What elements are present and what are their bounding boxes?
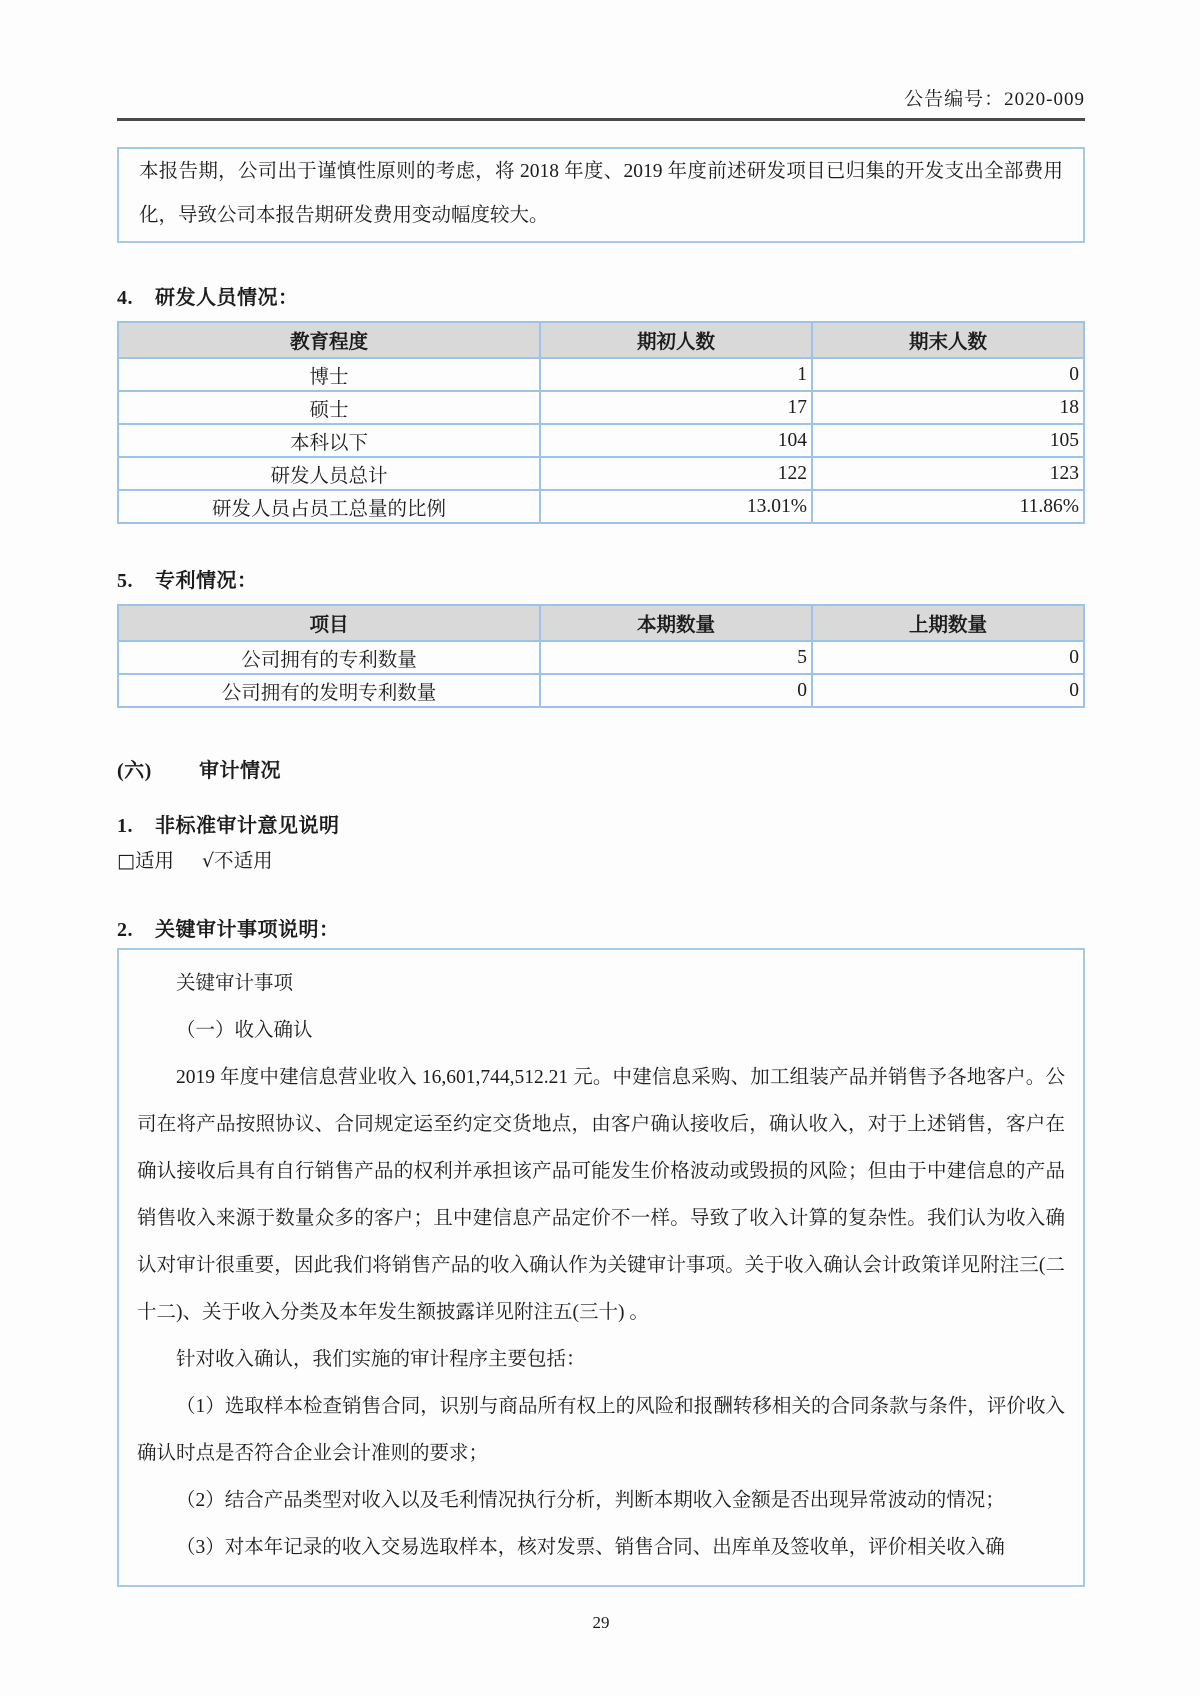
audit-paragraph: 关键审计事项 <box>176 973 294 994</box>
section-number: 2. <box>117 919 133 941</box>
section-title: 审计情况 <box>199 760 281 782</box>
key-audit-matters-box <box>117 948 1085 1587</box>
checkbox-empty-icon: □ <box>117 850 135 872</box>
value-cell: 123 <box>812 457 1084 490</box>
column-header: 项目 <box>118 605 540 641</box>
page-number-value: 29 <box>592 1613 610 1632</box>
section-heading-patent <box>117 564 1085 593</box>
header-row <box>118 605 1084 641</box>
column-header: 上期数量 <box>812 605 1084 641</box>
column-header: 本期数量 <box>540 605 812 641</box>
section-title: 研发人员情况： <box>155 287 299 309</box>
notice-text: 本报告期，公司出于谨慎性原则的考虑，将 2018 年度、2019 年度前述研发项目已归集的开发支出全部费用化，导致公司本报告期研发费用变动幅度较大。 <box>139 161 1063 226</box>
value-cell: 104 <box>540 424 812 457</box>
value-cell: 105 <box>812 424 1084 457</box>
section-title: 非标准审计意见说明 <box>155 815 340 837</box>
table-row <box>118 490 1084 523</box>
value-cell: 122 <box>540 457 812 490</box>
value-cell: 0 <box>812 674 1084 707</box>
value-cell: 1 <box>540 358 812 391</box>
column-header: 期末人数 <box>812 322 1084 358</box>
patent-table <box>117 604 1085 708</box>
audit-paragraph: 2019 年度中建信息营业收入 16,601,744,512.21 元。中建信息采购、加工组装产品并销售予各地客户。公司在将产品按照协议、合同规定运至约定交货地点，由客户确认接收后，确认收入，对于上述销售，客户在确认接收后具有自行销售产品的权利并承担该产品可能发生价格波动或毁损的风险；但由于中建信息的产品销售收入来源于数量众多的客户；且中建信息产品定价不一样。导致了收入计算的复杂性。我们认为收入确认对审计很重要，因此我们将销售产品的收入确认作为关键审计事项。关于收入确认会计政策详见附注三(二十二)、关于收入分类及本年发生额披露详见附注五(三十) 。 <box>137 1067 1065 1323</box>
row-label-cell: 公司拥有的专利数量 <box>118 641 540 674</box>
value-cell: 18 <box>812 391 1084 424</box>
audit-paragraph: （2）结合产品类型对收入以及毛利情况执行分析，判断本期收入金额是否出现异常波动的情况； <box>176 1490 1005 1511</box>
table-row <box>118 358 1084 391</box>
applicability-options <box>117 845 1085 873</box>
value-cell: 0 <box>812 641 1084 674</box>
table-row <box>118 641 1084 674</box>
check-mark-icon: √ <box>201 850 215 872</box>
option-not-applicable <box>202 851 273 872</box>
audit-paragraph: （一）收入确认 <box>176 1020 313 1041</box>
table-row <box>118 457 1084 490</box>
section-title: 专利情况： <box>155 570 258 592</box>
page-number <box>117 1613 1085 1633</box>
table-row <box>118 391 1084 424</box>
audit-paragraph: （3）对本年记录的收入交易选取样本，核对发票、销售合同、出库单及签收单，评价相关收入确 <box>176 1537 1005 1558</box>
value-cell: 17 <box>540 391 812 424</box>
value-cell: 0 <box>540 674 812 707</box>
section-number: 4. <box>117 287 133 309</box>
audit-paragraph: （1）选取样本检查销售合同，识别与商品所有权上的风险和报酬转移相关的合同条款与条件，评价收入确认时点是否符合企业会计准则的要求； <box>137 1396 1065 1464</box>
header-row <box>118 322 1084 358</box>
value-cell: 13.01% <box>540 490 812 523</box>
page-content <box>117 0 1085 1633</box>
header-rule <box>117 118 1085 121</box>
option-not-applicable-label: 不适用 <box>214 851 273 872</box>
value-cell: 0 <box>812 358 1084 391</box>
row-label-cell: 博士 <box>118 358 540 391</box>
table-row <box>118 674 1084 707</box>
row-label-cell: 研发人员占员工总量的比例 <box>118 490 540 523</box>
audit-paragraph: 针对收入确认，我们实施的审计程序主要包括： <box>176 1349 586 1370</box>
section-heading-key-audit <box>117 913 1085 942</box>
row-label-cell: 本科以下 <box>118 424 540 457</box>
notice-box <box>117 147 1085 243</box>
row-label-cell: 研发人员总计 <box>118 457 540 490</box>
section-number: (六) <box>117 760 152 782</box>
row-label-cell: 公司拥有的发明专利数量 <box>118 674 540 707</box>
section-heading-rd-staff <box>117 281 1085 310</box>
table-row <box>118 424 1084 457</box>
section-title: 关键审计事项说明： <box>155 919 340 941</box>
section-heading-audit <box>117 754 1085 783</box>
row-label-cell: 硕士 <box>118 391 540 424</box>
value-cell: 5 <box>540 641 812 674</box>
section-number: 5. <box>117 570 133 592</box>
option-applicable <box>117 851 174 872</box>
section-number: 1. <box>117 815 133 837</box>
option-applicable-label: 适用 <box>134 851 174 872</box>
column-header: 教育程度 <box>118 322 540 358</box>
rd-staff-table <box>117 321 1085 524</box>
announcement-number: 公告编号：2020-009 <box>904 89 1085 110</box>
section-heading-nonstandard-opinion <box>117 809 1085 838</box>
document-header <box>117 0 1085 111</box>
column-header: 期初人数 <box>540 322 812 358</box>
value-cell: 11.86% <box>812 490 1084 523</box>
